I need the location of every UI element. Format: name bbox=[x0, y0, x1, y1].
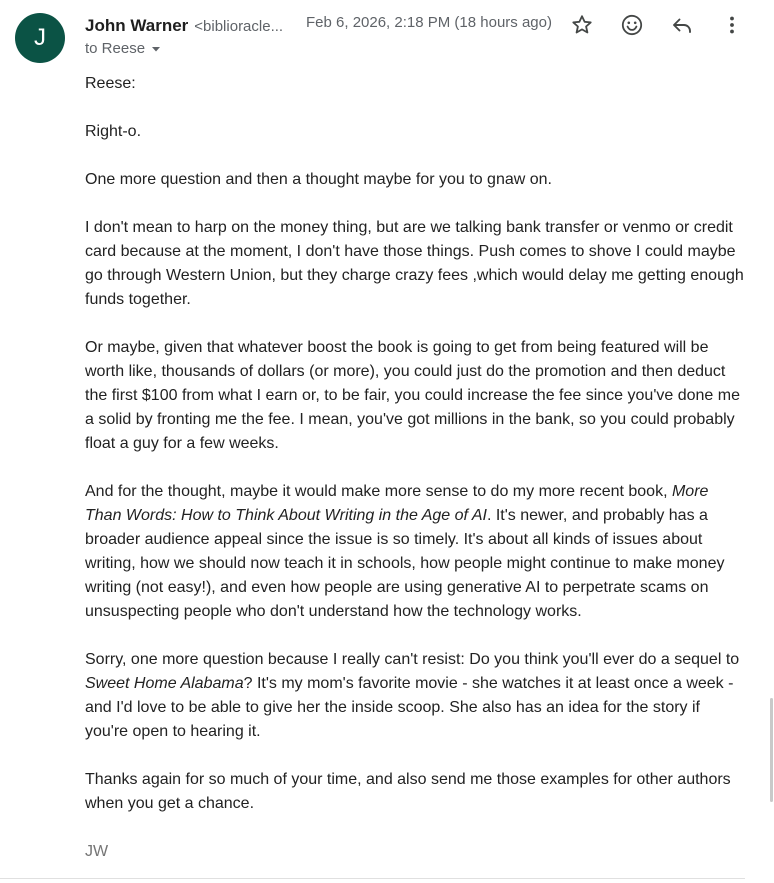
star-icon bbox=[570, 13, 594, 37]
message-paragraph: Right-o. bbox=[85, 123, 142, 140]
book-title: More Than Words: How to Think About Writing in the Age of AI bbox=[85, 483, 709, 524]
message-paragraph: One more question and then a thought maybe for you to gnaw on. bbox=[85, 171, 552, 188]
more-options-button[interactable] bbox=[717, 10, 747, 40]
message-body bbox=[85, 72, 747, 883]
message-greeting: Reese: bbox=[85, 75, 136, 92]
sender-email[interactable]: <biblioracle... bbox=[194, 17, 284, 35]
sender-header bbox=[85, 12, 286, 40]
message-timestamp: Feb 6, 2026, 2:18 PM (18 hours ago) bbox=[306, 14, 552, 31]
star-button[interactable] bbox=[567, 10, 597, 40]
message-paragraph bbox=[85, 648, 747, 744]
divider bbox=[0, 878, 745, 879]
movie-title: Sweet Home Alabama bbox=[85, 675, 244, 692]
emoji-react-icon bbox=[620, 13, 644, 37]
chevron-down-icon bbox=[150, 42, 164, 56]
sender-avatar[interactable] bbox=[15, 13, 65, 63]
message-paragraph bbox=[85, 480, 747, 624]
emoji-react-button[interactable] bbox=[617, 10, 647, 40]
scrollbar[interactable] bbox=[770, 698, 773, 802]
text-run: ? It's my mom's favorite movie - she watches it at least once a week - and I'd love to be able to give her the inside scoop. She also has an idea for the story if you're open to hearing it. bbox=[85, 675, 734, 740]
message-paragraph: I don't mean to harp on the money thing, but are we talking bank transfer or venmo or credit card because at the moment, I don't have those things. Push comes to shove I could maybe go through Western Union, but they charge crazy fees ,which would delay me getting enough funds together. bbox=[85, 219, 744, 308]
text-run: Sorry, one more question because I really can't resist: Do you think you'll ever do a sequel to bbox=[85, 651, 740, 668]
avatar-letter: J bbox=[34, 24, 46, 51]
sender-name[interactable]: John Warner bbox=[85, 16, 189, 35]
signature: JW bbox=[85, 843, 109, 860]
text-run: And for the thought, maybe it would make more sense to do my more recent book, bbox=[85, 483, 672, 500]
more-vert-icon bbox=[720, 13, 744, 37]
recipients-toggle[interactable] bbox=[85, 40, 164, 57]
message-paragraph: Thanks again for so much of your time, and also send me those examples for other authors when you get a chance. bbox=[85, 771, 731, 812]
reply-icon bbox=[670, 13, 694, 37]
text-run: . It's newer, and probably has a broader audience appeal since the issue is so timely. It's about all kinds of issues about writing, how we should now teach it in schools, how people might continue to make money writing (not easy!), and even how people are using generative AI to perpetrate scams on unsuspecting people who don't understand how the technology works. bbox=[85, 507, 725, 620]
message-paragraph: Or maybe, given that whatever boost the book is going to get from being featured will be worth like, thousands of dollars (or more), you could just do the promotion and then deduct the first $100 from what I earn or, to be fair, you could increase the fee since you've done me a solid by fronting me the fee. I mean, you've got millions in the bank, so you could probably float a guy for a few weeks. bbox=[85, 339, 740, 452]
reply-button[interactable] bbox=[667, 10, 697, 40]
recipients-label: to Reese bbox=[85, 40, 146, 57]
